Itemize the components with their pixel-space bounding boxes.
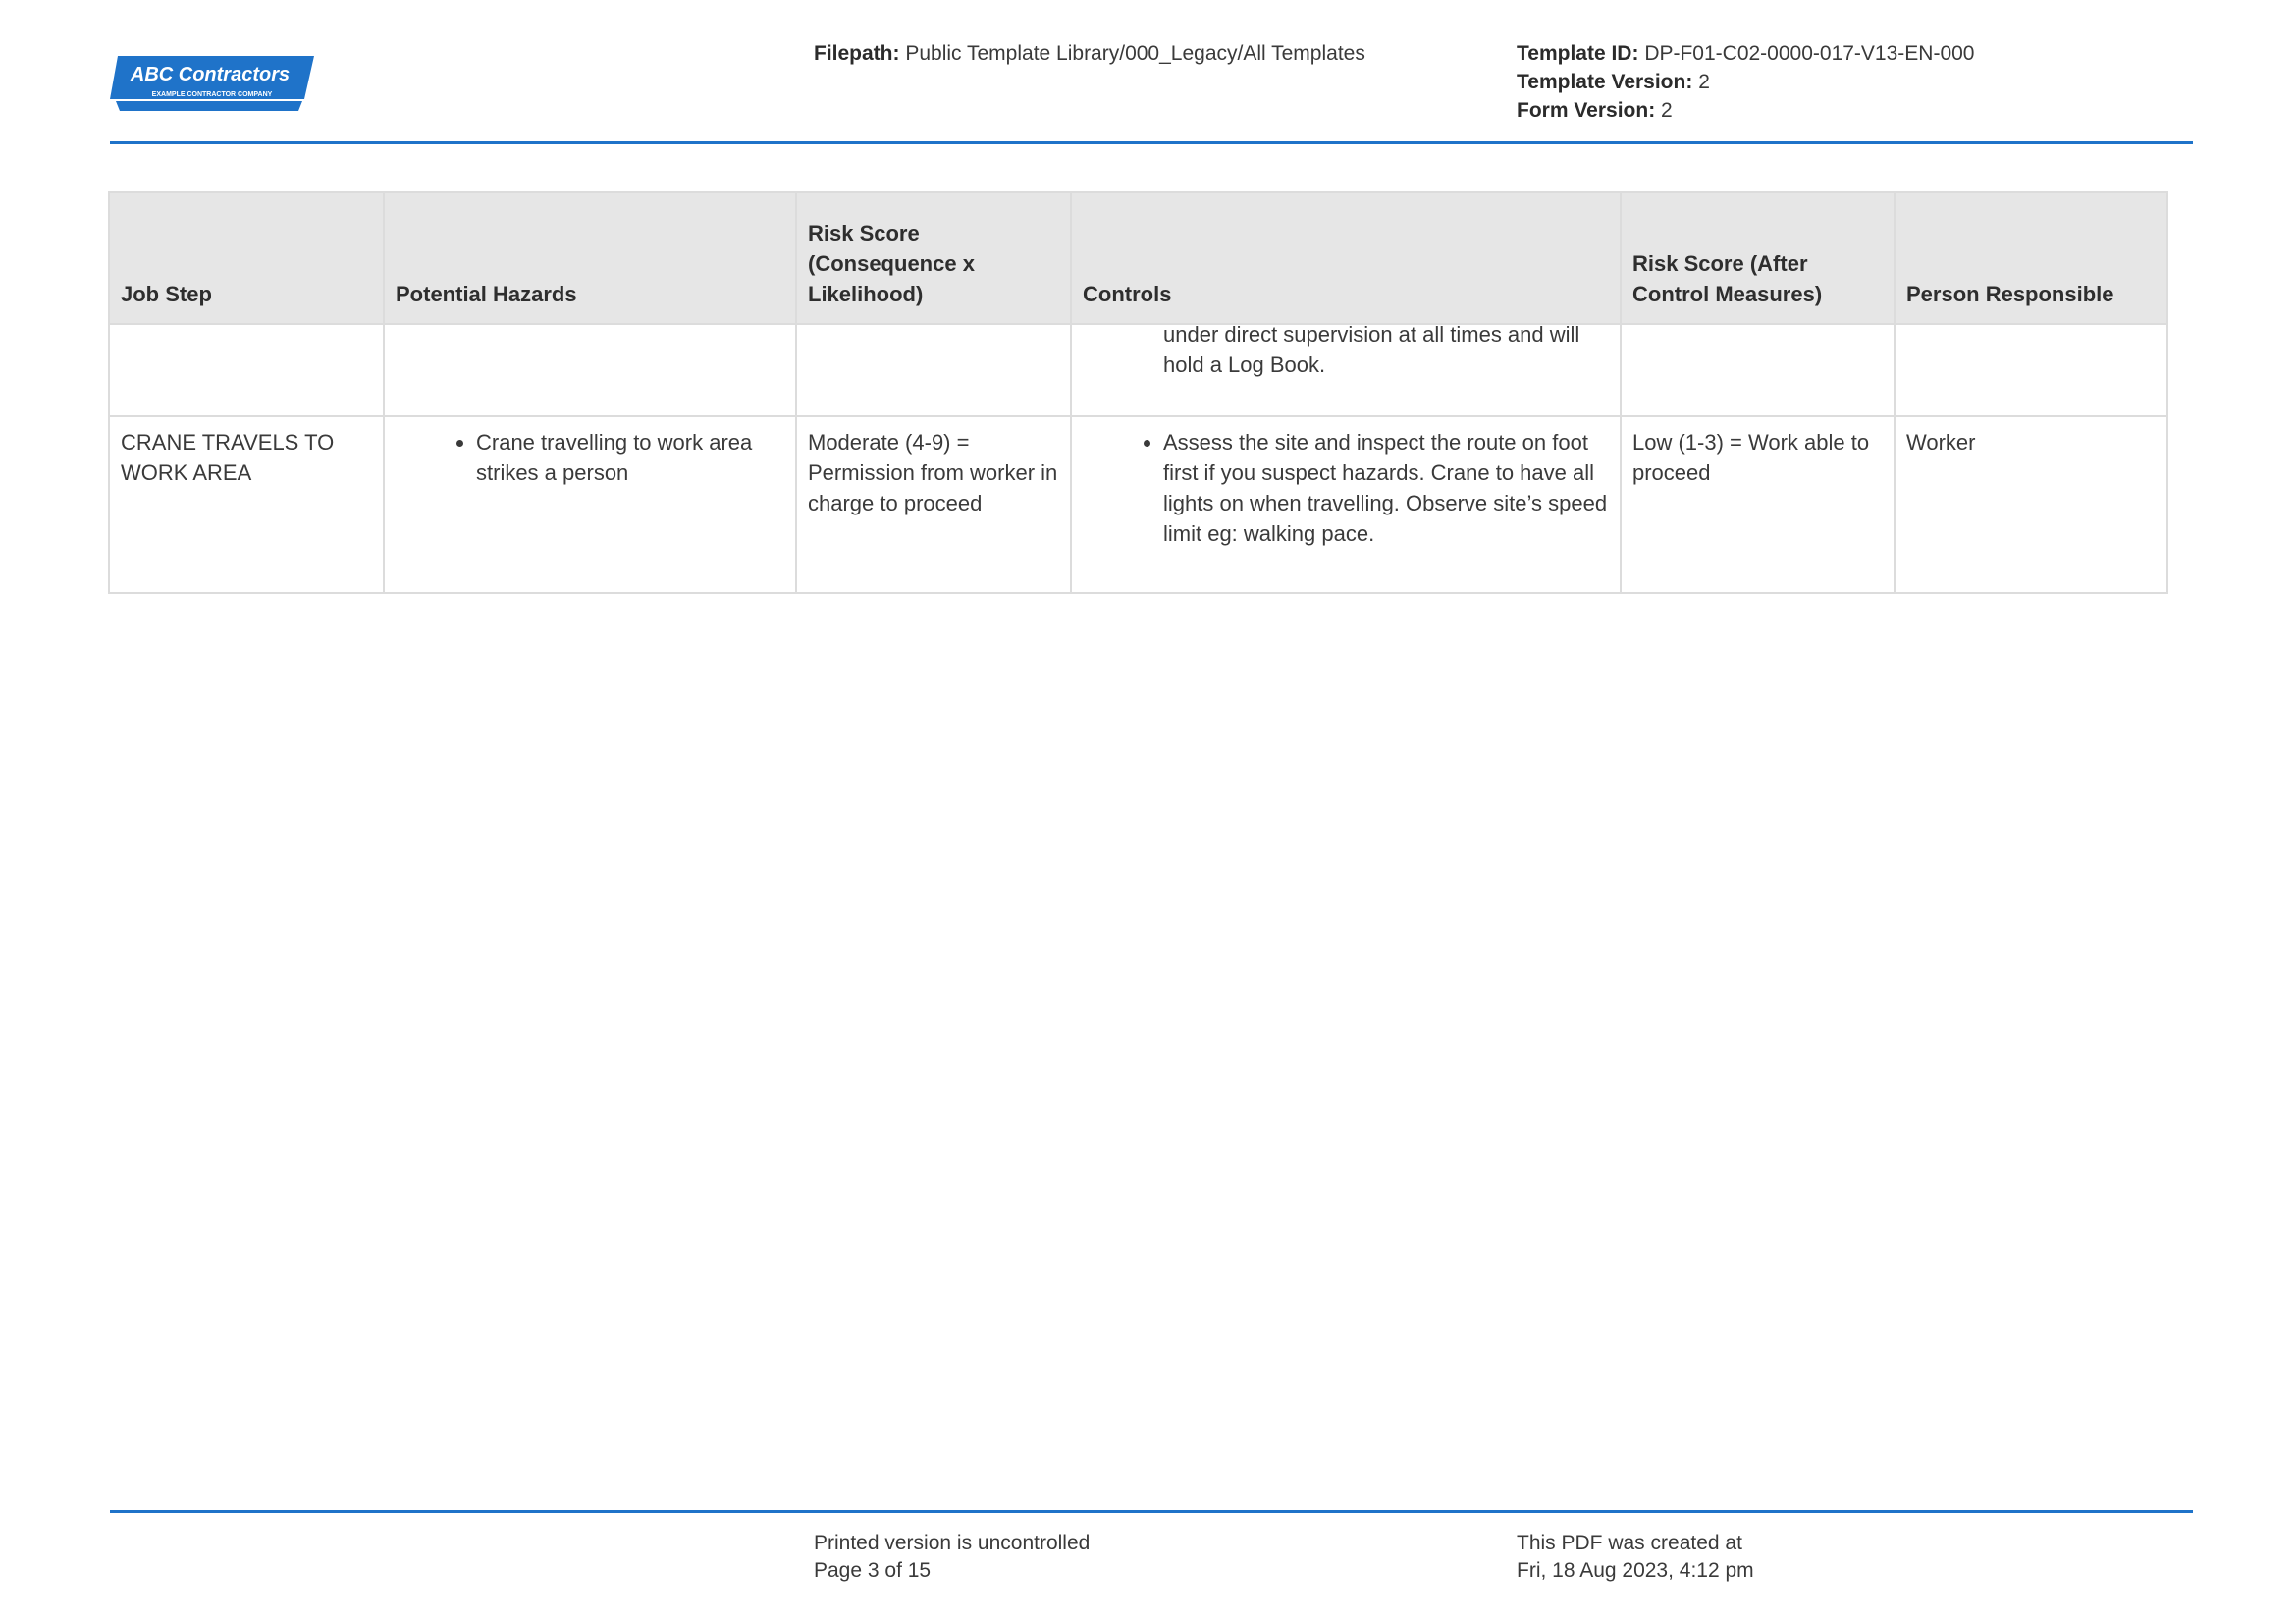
cell-empty [1621,324,1895,416]
cell-empty [109,324,384,416]
control-item: • Assess the site and inspect the route on foot first if you suspect hazards. Crane to have all lights on when travelling. Observe site’s speed limit eg: walking pace. [1163,427,1609,549]
template-version-value: 2 [1698,71,1710,93]
page-number: Page 3 of 15 [814,1559,932,1582]
cell-hazards [384,416,796,593]
cell-risk-after: Low (1-3) = Work able to proceed [1621,416,1895,593]
table-row-continued [109,324,2167,416]
header-person-responsible: Person Responsible [1895,192,2167,324]
header-controls: Controls [1071,192,1621,324]
template-id-value: DP-F01-C02-0000-017-V13-EN-000 [1644,42,1975,65]
logo-tagline: EXAMPLE CONTRACTOR COMPANY [151,91,273,98]
footer-divider [110,1510,2193,1513]
header-risk-after-line1: Risk Score (After [1632,251,1808,276]
template-version-label: Template Version: [1517,71,1693,93]
header-divider [110,141,2193,144]
footer-left [814,1530,1090,1585]
header-risk-score-line3: Likelihood) [808,282,924,306]
header-risk-score [796,192,1071,324]
header-risk-after-line2: Control Measures) [1632,282,1823,306]
header-potential-hazards: Potential Hazards [384,192,796,324]
cell-empty [1895,324,2167,416]
cell-controls [1071,416,1621,593]
controls-continued-text: under direct supervision at all times and will hold a Log Book. [1163,322,1580,377]
cell-risk-score: Moderate (4-9) = Permission from worker in charge to proceed [796,416,1071,593]
filepath-value: Public Template Library/000_Legacy/All Templates [905,42,1365,65]
cell-job-step: CRANE TRAVELS TO WORK AREA [109,416,384,593]
filepath-label: Filepath: [814,42,900,65]
created-label: This PDF was created at [1517,1532,1742,1554]
footer-right [1517,1530,1754,1585]
filepath-info [814,39,1365,68]
cell-person-responsible: Worker [1895,416,2167,593]
cell-controls-continued [1071,324,1621,416]
risk-assessment-table [108,191,2168,594]
table-header-row [109,192,2167,324]
form-version-value: 2 [1661,99,1673,122]
header-risk-after [1621,192,1895,324]
cell-empty [796,324,1071,416]
created-timestamp: Fri, 18 Aug 2023, 4:12 pm [1517,1559,1754,1582]
printed-notice: Printed version is uncontrolled [814,1532,1091,1554]
header-risk-score-line1: Risk Score [808,221,920,245]
company-logo [110,54,316,111]
header-risk-score-line2: (Consequence x [808,251,975,276]
form-version-label: Form Version: [1517,99,1656,122]
logo-name: ABC Contractors [130,64,291,85]
cell-empty [384,324,796,416]
template-info [1517,39,1974,125]
hazard-item: • Crane travelling to work area strikes a person [476,427,784,488]
header-job-step: Job Step [109,192,384,324]
table-row [109,416,2167,593]
template-id-label: Template ID: [1517,42,1639,65]
